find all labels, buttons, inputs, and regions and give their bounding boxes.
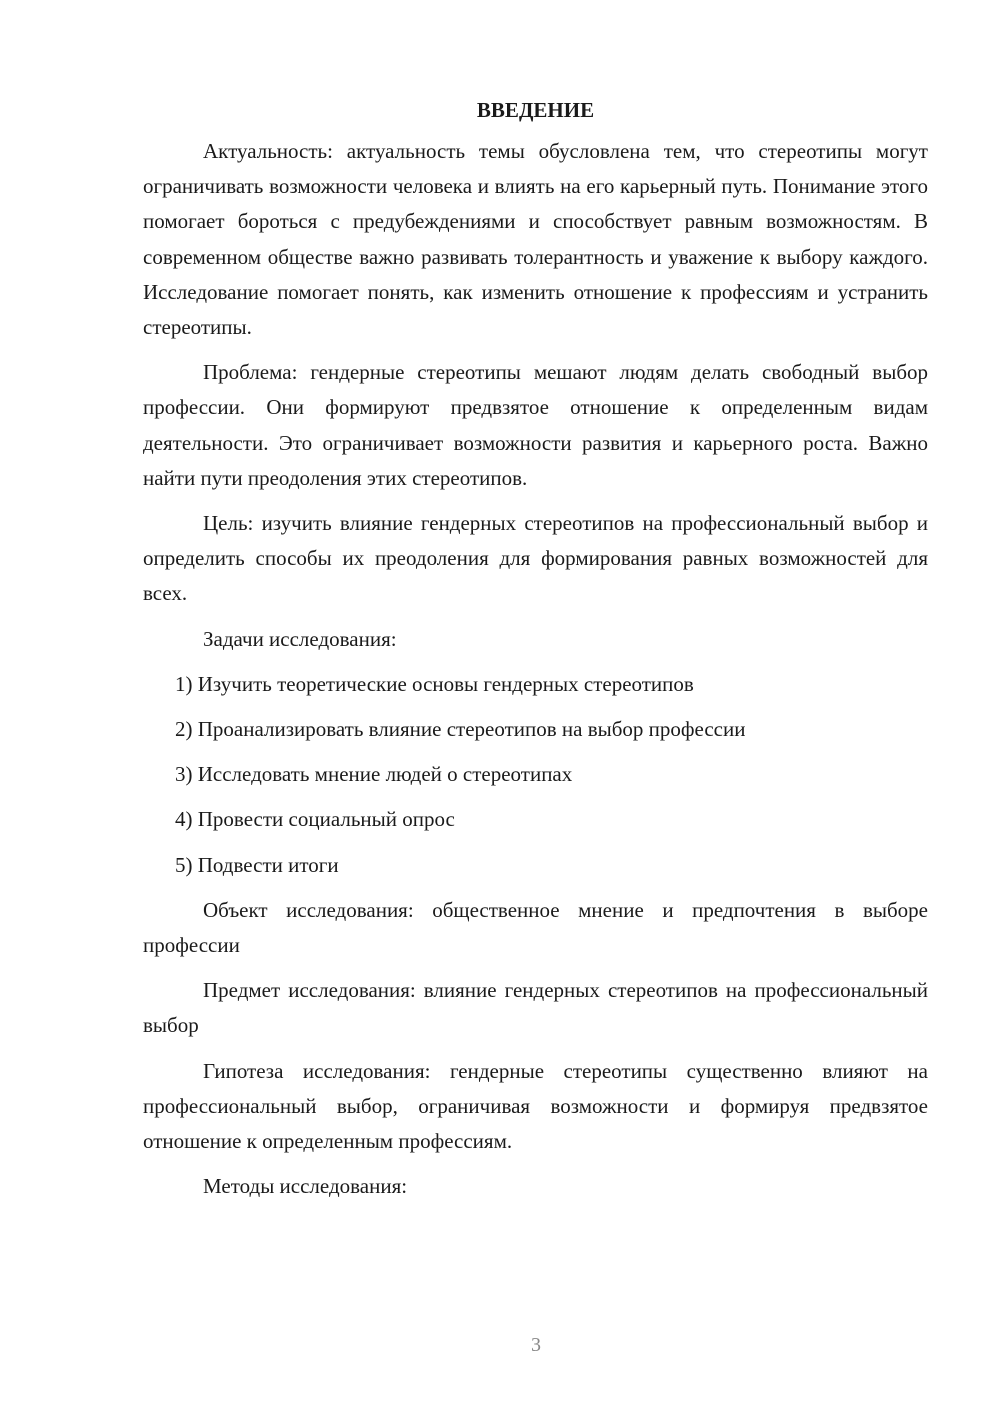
list-item: 4) Провести социальный опрос	[175, 807, 455, 832]
subject-paragraph: Предмет исследования: влияние гендерных стереотипов на профессиональный выбор	[143, 978, 928, 1038]
relevance-paragraph: Актуальность: актуальность темы обусловлена тем, что стереотипы могут ограничивать возможности человека и влиять на его карьерный путь. Понимание этого помогает бороться с предубеждениями и способствует равным возможностям. В современном обществе важно развивать толерантность и уважение к выбору каждого. Исследование помогает понять, как изменить отношение к профессиям и устранить стереотипы.	[143, 139, 928, 340]
page-number: 3	[531, 1334, 541, 1356]
document-page	[143, 96, 928, 1214]
problem-paragraph: Проблема: гендерные стереотипы мешают людям делать свободный выбор профессии. Они формируют предвзятое отношение к определенным видам деятельности. Это ограничивает возможности развития и карьерного роста. Важно найти пути преодоления этих стереотипов.	[143, 360, 928, 490]
methods-title: Методы исследования:	[203, 1174, 408, 1199]
goal-paragraph: Цель: изучить влияние гендерных стереотипов на профессиональный выбор и определить способы их преодоления для формирования равных возможностей для всех.	[143, 511, 928, 606]
list-item: 3) Исследовать мнение людей о стереотипах	[175, 762, 573, 787]
object-paragraph: Объект исследования: общественное мнение и предпочтения в выборе профессии	[143, 897, 928, 958]
list-item: 1) Изучить теоретические основы гендерных стереотипов	[175, 671, 694, 696]
hypothesis-paragraph: Гипотеза исследования: гендерные стереотипы существенно влияют на профессиональный выбор, ограничивая возможности и формируя предвзятое отношение к определенным профессиям.	[143, 1058, 928, 1154]
tasks-list	[143, 667, 928, 883]
list-item: 2) Проанализировать влияние стереотипов на выбор профессии	[175, 717, 746, 742]
section-heading: ВВЕДЕНИЕ	[476, 98, 595, 122]
list-item: 5) Подвести итоги	[175, 852, 339, 877]
tasks-title: Задачи исследования:	[203, 626, 397, 651]
